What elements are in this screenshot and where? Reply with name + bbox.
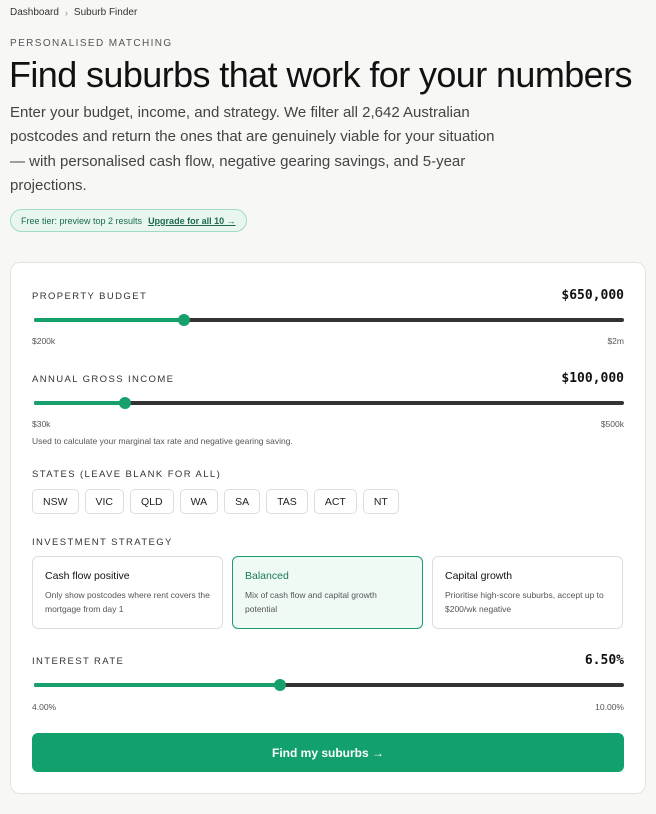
state-chip-vic[interactable]: VIC	[85, 489, 125, 514]
strategy-label: INVESTMENT STRATEGY	[32, 537, 173, 548]
interest-rate-value: 6.50%	[584, 653, 624, 668]
strategy-capital-growth[interactable]	[432, 556, 623, 629]
breadcrumb-dashboard[interactable]: Dashboard	[10, 7, 59, 18]
free-tier-text: Free tier: preview top 2 results	[21, 215, 143, 226]
state-chip-act[interactable]: ACT	[314, 489, 357, 514]
strategy-balanced[interactable]	[232, 556, 423, 629]
state-chip-nt[interactable]: NT	[363, 489, 399, 514]
income-slider-thumb[interactable]	[119, 397, 131, 409]
budget-label: PROPERTY BUDGET	[32, 291, 148, 302]
budget-value: $650,000	[561, 288, 624, 303]
budget-slider[interactable]	[34, 318, 624, 322]
income-hint: Used to calculate your marginal tax rate and negative gearing saving.	[32, 436, 293, 446]
finder-form-card	[10, 262, 646, 794]
page-title: Find suburbs that work for your numbers	[9, 54, 632, 95]
income-min-label: $30k	[32, 419, 51, 429]
income-slider[interactable]	[34, 401, 624, 405]
strategy-title: Balanced	[245, 570, 289, 582]
strategy-options	[32, 556, 623, 629]
state-chip-tas[interactable]: TAS	[266, 489, 308, 514]
page-subtitle: Enter your budget, income, and strategy. We filter all 2,642 Australian postcodes and return the ones that are genuinely viable for your situation — with personalised cash flow, negative gearing savings, and 5-year projections.	[10, 104, 495, 194]
strategy-description: Mix of cash flow and capital growth potential	[245, 590, 377, 614]
chevron-right-icon: ›	[64, 7, 68, 18]
page-eyebrow: PERSONALISED MATCHING	[10, 38, 173, 49]
budget-slider-fill	[34, 318, 184, 322]
breadcrumb-suburb-finder: Suburb Finder	[73, 7, 138, 18]
interest-rate-slider-thumb[interactable]	[274, 679, 286, 691]
strategy-cash-flow-positive[interactable]	[32, 556, 223, 629]
interest-rate-min-label: 4.00%	[32, 702, 57, 712]
states-label: STATES (LEAVE BLANK FOR ALL)	[32, 469, 222, 480]
budget-min-label: $200k	[32, 336, 56, 346]
find-suburbs-button[interactable]: Find my suburbs →	[32, 733, 624, 772]
budget-max-label: $2m	[607, 336, 624, 346]
strategy-description: Only show postcodes where rent covers the mortgage from day 1	[45, 590, 210, 614]
budget-slider-thumb[interactable]	[178, 314, 190, 326]
free-tier-badge	[10, 209, 247, 232]
interest-rate-slider[interactable]	[34, 683, 624, 687]
income-label: ANNUAL GROSS INCOME	[32, 374, 175, 385]
state-chip-nsw[interactable]: NSW	[32, 489, 79, 514]
upgrade-link[interactable]: Upgrade for all 10 →	[148, 215, 236, 226]
strategy-title: Cash flow positive	[45, 570, 130, 582]
interest-rate-label: INTEREST RATE	[32, 656, 125, 667]
breadcrumb	[10, 7, 137, 18]
strategy-description: Prioritise high-score suburbs, accept up to $200/wk negative	[445, 590, 604, 614]
interest-rate-slider-fill	[34, 683, 280, 687]
state-chip-wa[interactable]: WA	[180, 489, 219, 514]
income-value: $100,000	[561, 371, 624, 386]
interest-rate-max-label: 10.00%	[595, 702, 624, 712]
income-slider-fill	[34, 401, 125, 405]
income-max-label: $500k	[600, 419, 624, 429]
state-chip-qld[interactable]: QLD	[130, 489, 174, 514]
state-chip-sa[interactable]: SA	[224, 489, 260, 514]
states-chip-group	[32, 489, 399, 514]
strategy-title: Capital growth	[445, 570, 513, 582]
